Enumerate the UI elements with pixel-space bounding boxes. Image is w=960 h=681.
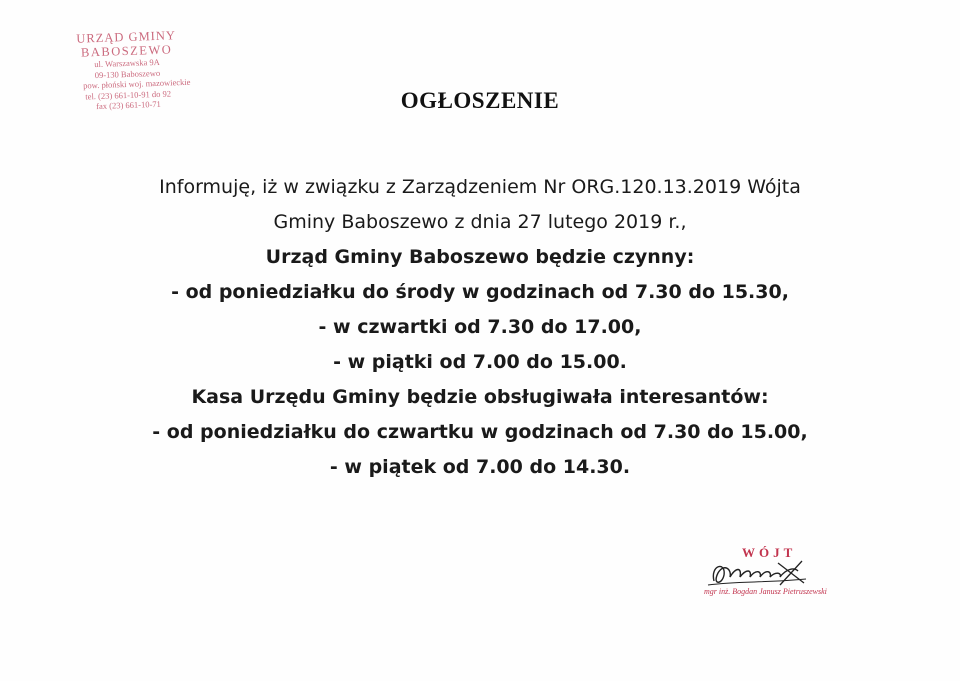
cash-hours-heading: Kasa Urzędu Gminy będzie obsługiwała interesantów: <box>191 386 769 408</box>
office-hours-item: - w piątki od 7.00 do 15.00. <box>333 351 627 373</box>
cash-hours-item: - w piątek od 7.00 do 14.30. <box>329 456 631 478</box>
office-hours-item: - od poniedziałku do środy w godzinach od 7.30 do 15.30, <box>171 281 789 303</box>
stamp-line: URZĄD GMINY <box>76 28 177 46</box>
stamp-line: pow. płoński woj. mazowieckie <box>82 76 191 91</box>
handwritten-signature <box>706 555 816 589</box>
office-hours-item: - w czwartki od 7.30 do 17.00, <box>318 316 642 338</box>
intro-line: Gminy Baboszewo z dnia 27 lutego 2019 r., <box>273 211 687 233</box>
intro-line: Informuję, iż w związku z Zarządzeniem Nr ORG.120.13.2019 Wójta <box>159 176 801 198</box>
announcement-title: OGŁOSZENIE <box>400 88 560 113</box>
stamp-line: ul. Warszawska 9A <box>94 56 160 70</box>
signature-name: mgr inż. Bogdan Janusz Pietruszewski <box>704 587 827 596</box>
announcement-body <box>0 170 960 485</box>
office-hours-heading: Urząd Gminy Baboszewo będzie czynny: <box>265 246 695 268</box>
mayor-signature-stamp <box>700 545 885 605</box>
stamp-line: 09-130 Baboszewo <box>94 67 161 80</box>
stamp-line: tel. (23) 661-10-91 do 92 <box>85 87 172 101</box>
signature-title: WÓJT <box>742 545 797 560</box>
stamp-line: BABOSZEWO <box>80 42 173 60</box>
cash-hours-item: - od poniedziałku do czwartku w godzinach od 7.30 do 15.00, <box>152 421 808 443</box>
stamp-line: fax (23) 661-10-71 <box>96 98 162 112</box>
